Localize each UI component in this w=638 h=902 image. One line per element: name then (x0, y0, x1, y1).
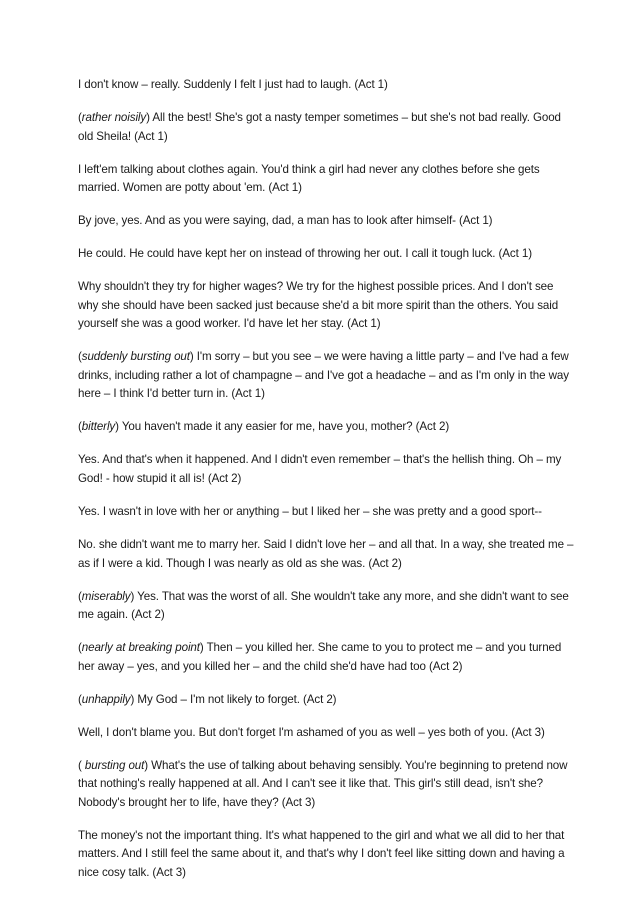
quote-paragraph (78, 827, 576, 883)
quote-text: Yes. And that's when it happened. And I didn't even remember – that's the hellish thing. Oh – my God! - how stupid it all is! (Act 2) (78, 453, 562, 486)
stage-direction: bursting out (81, 758, 145, 772)
quote-paragraph (78, 451, 576, 488)
quote-paragraph (78, 212, 576, 231)
quote-paragraph: (suddenly bursting out) I'm sorry – but you see – we were having a little party – and I've had a few drinks, including rather a lot of champagne – and I've got a headache – and as I'm only in the way here – I think I'd better turn in. (Act 1) (78, 350, 569, 401)
stage-direction: nearly at breaking point (81, 641, 200, 655)
quote-text: He could. He could have kept her on instead of throwing her out. I call it tough luck. (Act 1) (78, 247, 532, 261)
quote-text: What's the use of talking about behaving sensibly. You're beginning to pretend now that nothing's really happened at all. And I can't see it like that. This girl's still dead, isn't she? Nobody's brought her to life, have they? (Act 3) (78, 758, 568, 809)
quote-list (78, 76, 576, 897)
quote-text: The money's not the important thing. It's what happened to the girl and what we all did to her that matters. And I still feel the same about it, and that's why I don't feel like sitting down and having a nice cosy talk. (Act 3) (78, 828, 565, 880)
stage-direction: unhappily (81, 692, 131, 706)
quote-paragraph (78, 536, 576, 573)
quote-paragraph: (bitterly) You haven't made it any easier for me, have you, mother? (Act 2) (78, 420, 450, 434)
quote-text: By jove, yes. And as you were saying, dad, a man has to look after himself- (Act 1) (78, 214, 493, 228)
quote-paragraph (78, 76, 576, 95)
stage-direction: bitterly (81, 420, 116, 434)
stage-direction: miserably (81, 589, 131, 603)
quote-text: Well, I don't blame you. But don't forget I'm ashamed of you as well – yes both of you. (Act 3) (78, 725, 545, 739)
quote-paragraph: (miserably) Yes. That was the worst of all. She wouldn't take any more, and she didn't want to see me again. (Act 2) (78, 589, 569, 622)
quote-paragraph (78, 245, 576, 264)
quote-text: I'm sorry – but you see – we were having a little party – and I've had a few drinks, including rather a lot of champagne – and I've got a headache – and as I'm only in the way here – I think I'd better turn in. (Act 1) (78, 350, 569, 401)
quote-paragraph (78, 278, 576, 334)
quote-text: I left'em talking about clothes again. You'd think a girl had never any clothes before she gets married. Women are potty about 'em. (Act 1) (78, 162, 540, 195)
quote-text: My God – I'm not likely to forget. (Act 2) (137, 692, 337, 706)
quote-text: Why shouldn't they try for higher wages? We try for the highest possible prices. And I don't see why she should have been sacked just because she'd a bit more spirit than the others. You said yourself she was a good worker. I'd have let her stay. (Act 1) (78, 280, 559, 331)
quote-paragraph: (unhappily) My God – I'm not likely to forget. (Act 2) (78, 692, 337, 706)
quote-paragraph: ( bursting out) What's the use of talking about behaving sensibly. You're beginning to pretend now that nothing's really happened at all. And I can't see it like that. This girl's still dead, isn't she? Nobody's brought her to life, have they? (Act 3) (78, 758, 568, 809)
quote-paragraph (78, 503, 576, 522)
quote-paragraph: (nearly at breaking point) Then – you killed her. She came to you to protect me – and you turned her away – yes, and you killed her – and the child she'd have had too (Act 2) (78, 641, 562, 673)
stage-direction: suddenly bursting out (81, 350, 190, 364)
quote-text: You haven't made it any easier for me, have you, mother? (Act 2) (121, 420, 450, 434)
quote-text: I don't know – really. Suddenly I felt I just had to laugh. (Act 1) (78, 78, 388, 91)
stage-direction: rather noisily (81, 110, 147, 124)
quote-text: Yes. I wasn't in love with her or anything – but I liked her – she was pretty and a good sport-- (78, 505, 542, 519)
quote-paragraph (78, 724, 576, 743)
quote-paragraph (78, 161, 576, 198)
quote-paragraph: (rather noisily) All the best! She's got a nasty temper sometimes – but she's not bad really. Good old Sheila! (Act 1) (78, 110, 561, 143)
quote-text: All the best! She's got a nasty temper sometimes – but she's not bad really. Good old Sheila! (Act 1) (78, 110, 561, 143)
quote-text: Yes. That was the worst of all. She wouldn't take any more, and she didn't want to see me again. (Act 2) (78, 589, 569, 622)
quote-text: Then – you killed her. She came to you to protect me – and you turned her away – yes, and you killed her – and the child she'd have had too (Act 2) (78, 641, 562, 673)
quote-text: No. she didn't want me to marry her. Said I didn't love her – and all that. In a way, she treated me – as if I were a kid. Though I was nearly as old as she was. (Act 2) (78, 538, 574, 570)
